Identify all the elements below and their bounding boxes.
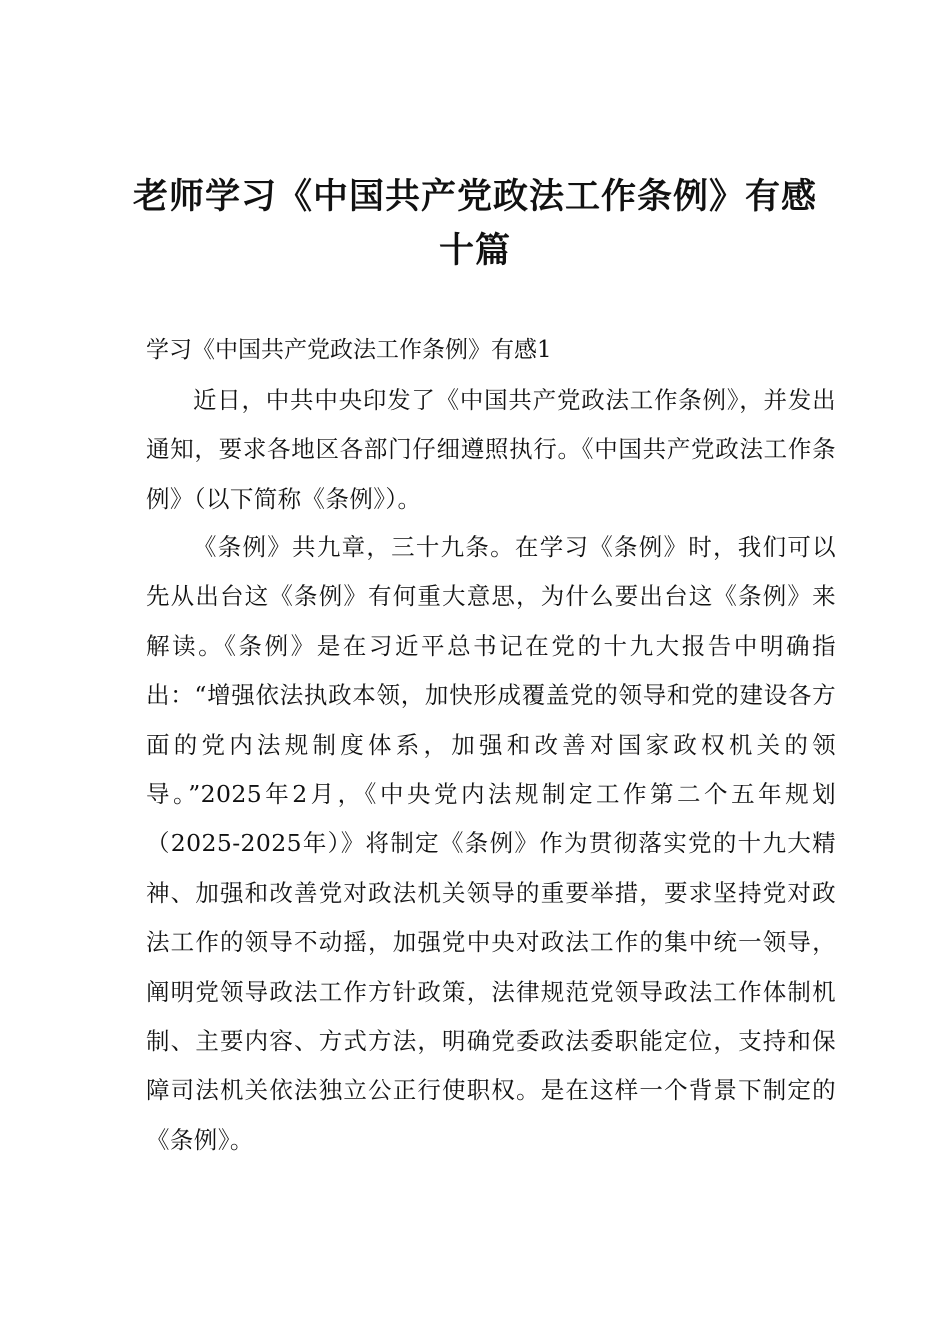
- section-heading: 学习《中国共产党政法工作条例》有感1: [146, 337, 552, 363]
- body-paragraph-2: 《条例》共九章，三十九条。在学习《条例》时，我们可以先从出台这《条例》有何重大意思，为什么要出台这《条例》来解读。《条例》是在习近平总书记在党的十九大报告中明确指出：“增强依法执政本领，加快形成覆盖党的领导和党的建设各方面的党内法规制度体系，加强和改善对国家政权机关的领导。”2025年2月，《中央党内法规制定工作第二个五年规划（2025-2025年）》将制定《条例》作为贯彻落实党的十九大精神、加强和改善党对政法机关领导的重要举措，要求坚持党对政法工作的领导不动摇，加强党中央对政法工作的集中统一领导，阐明党领导政法工作方针政策，法律规范党领导政法工作体制机制、主要内容、方式方法，明确党委政法委职能定位，支持和保障司法机关依法独立公正行使职权。是在这样一个背景下制定的《条例》。: [146, 533, 836, 1154]
- body-paragraph-1: 近日，中共中央印发了《中国共产党政法工作条例》，并发出通知，要求各地区各部门仔细遵照执行。《中国共产党政法工作条例》（以下简称《条例》）。: [146, 386, 836, 513]
- document-title: 老师学习《中国共产党政法工作条例》有感十篇: [132, 177, 817, 271]
